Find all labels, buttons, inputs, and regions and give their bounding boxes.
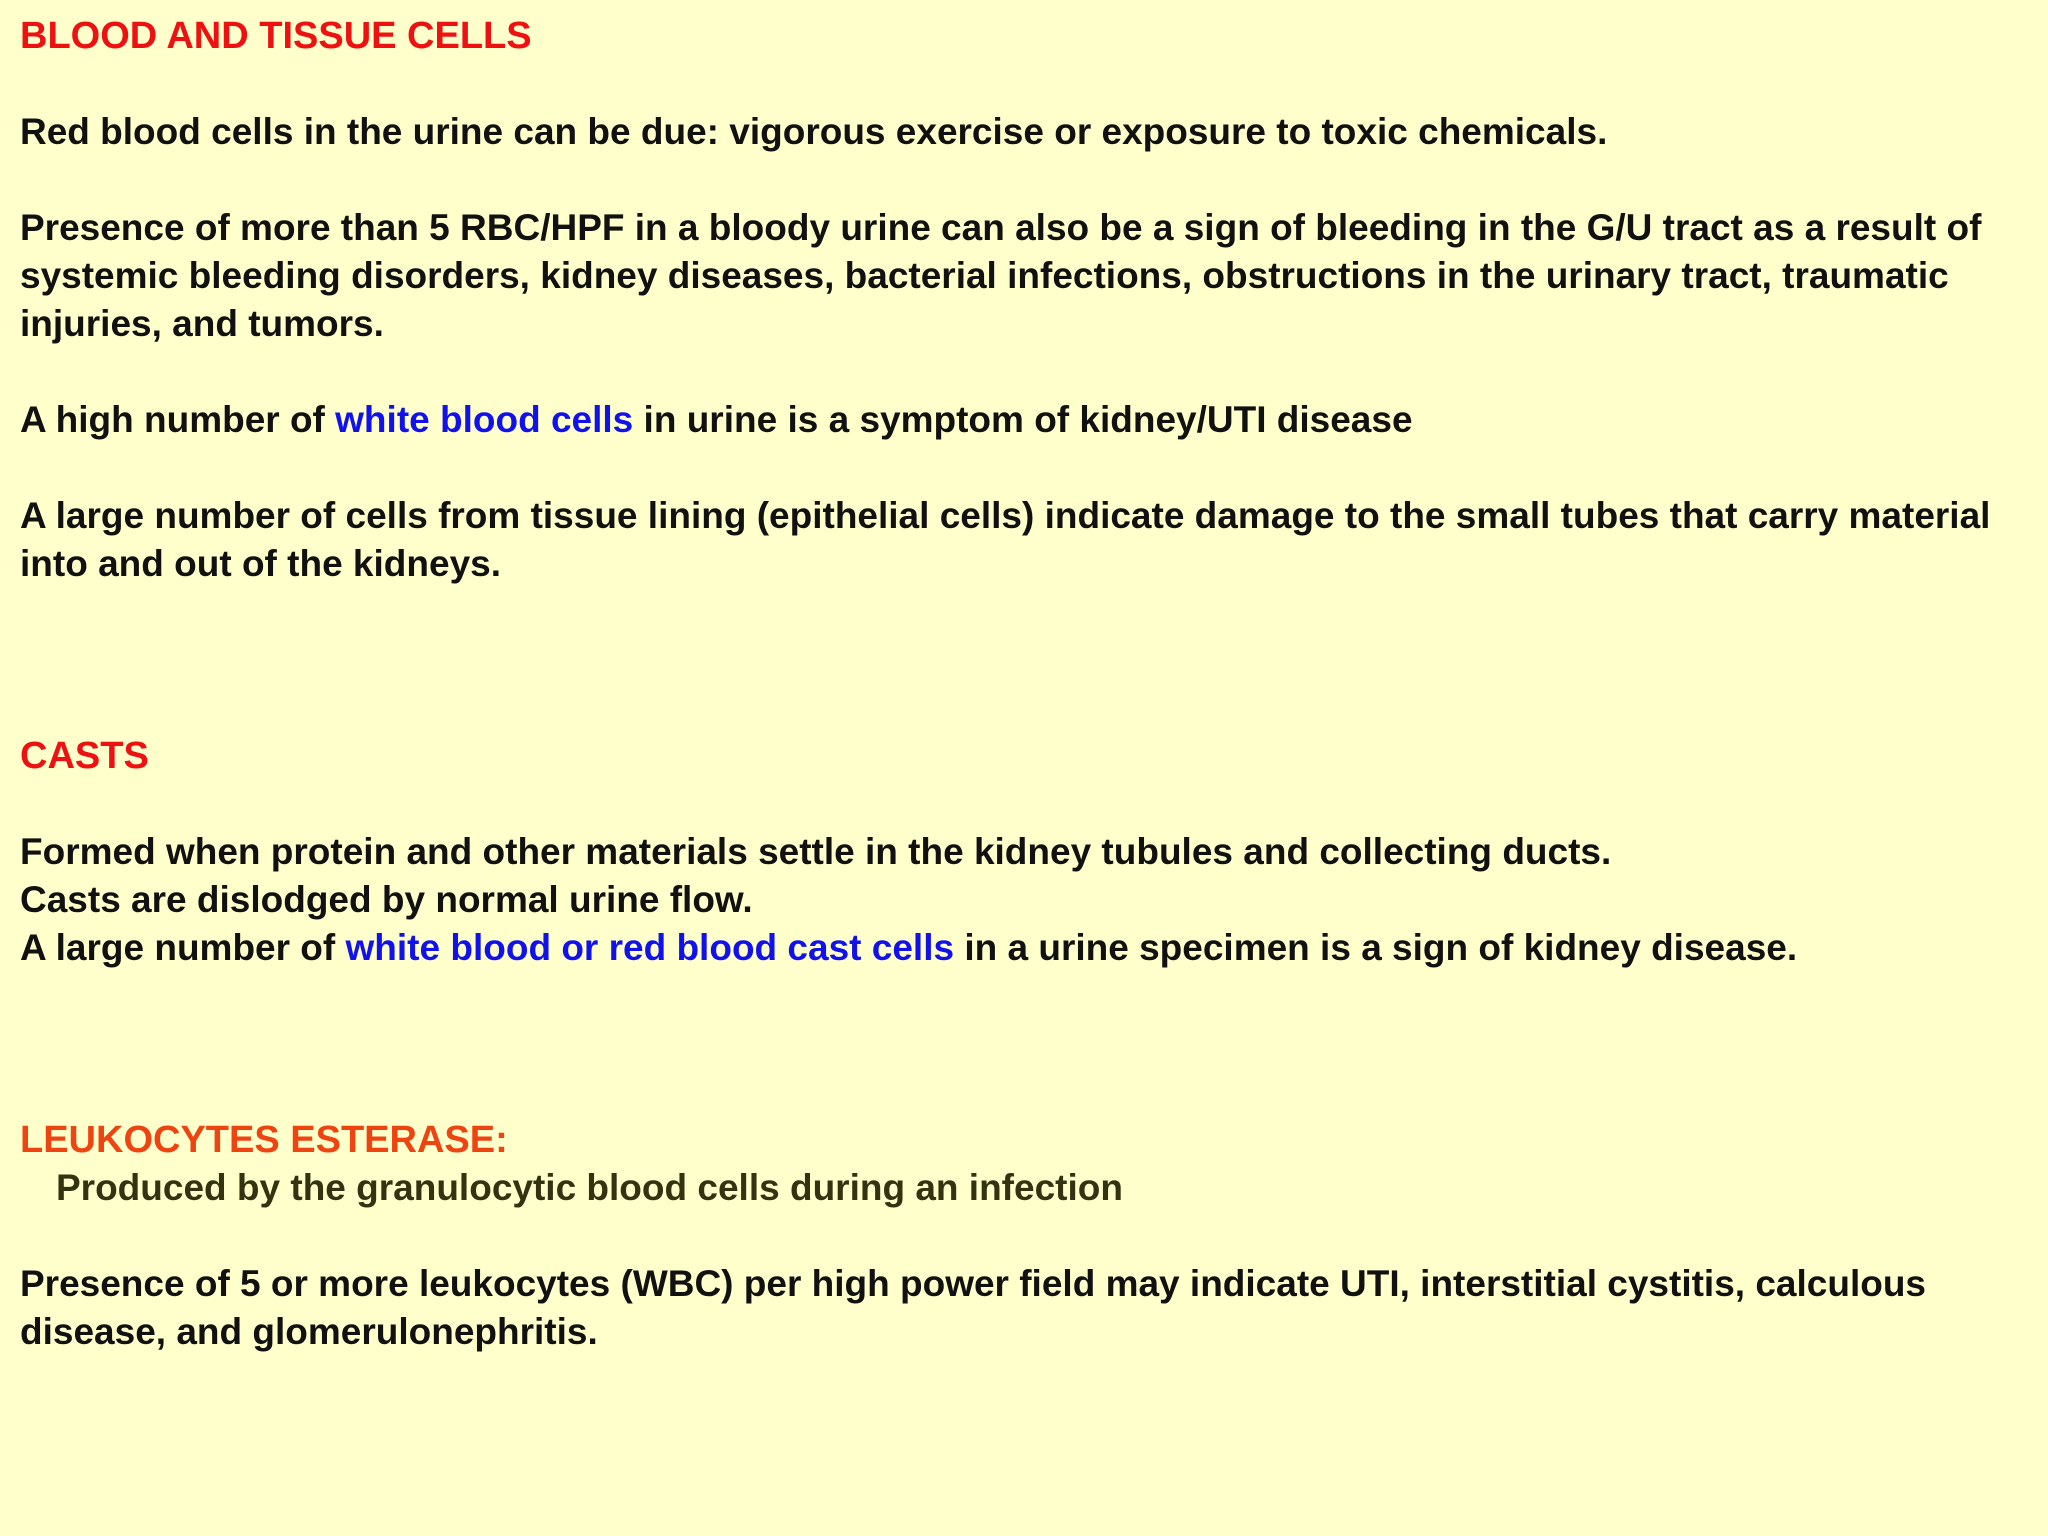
slide-content bbox=[20, 12, 2020, 1356]
leukocytes-subline: Produced by the granulocytic blood cells during an infection bbox=[56, 1167, 1123, 1208]
wbc-text-pre: A high number of bbox=[20, 399, 336, 440]
casts-line-1: Formed when protein and other materials settle in the kidney tubules and collecting ducts. bbox=[20, 831, 1612, 872]
rbc-bleeding-paragraph: Presence of more than 5 RBC/HPF in a bloody urine can also be a sign of bleeding in the G/U tract as a result of systemic bleeding disorders, kidney diseases, bacterial infections, obstructions in the urinary tract, traumatic injuries, and tumors. bbox=[20, 207, 1982, 344]
spacer bbox=[20, 1212, 2020, 1260]
casts-text-pre: A large number of bbox=[20, 927, 346, 968]
wbc-paragraph bbox=[20, 396, 2020, 444]
epithelial-paragraph: A large number of cells from tissue lining (epithelial cells) indicate damage to the small tubes that carry material into and out of the kidneys. bbox=[20, 495, 1991, 584]
spacer bbox=[20, 156, 2020, 204]
casts-highlight: white blood or red blood cast cells bbox=[345, 927, 955, 968]
casts-heading: CASTS bbox=[20, 735, 149, 777]
spacer bbox=[20, 780, 2020, 828]
leukocytes-heading: LEUKOCYTES ESTERASE: bbox=[20, 1119, 508, 1161]
leukocytes-paragraph: Presence of 5 or more leukocytes (WBC) per high power field may indicate UTI, interstitial cystitis, calculous disease, and glomerulonephritis. bbox=[20, 1263, 1927, 1352]
spacer bbox=[20, 444, 2020, 492]
rbc-causes-paragraph: Red blood cells in the urine can be due: vigorous exercise or exposure to toxic chemicals. bbox=[20, 111, 1608, 152]
wbc-text-post: in urine is a symptom of kidney/UTI disease bbox=[633, 399, 1413, 440]
casts-line-2: Casts are dislodged by normal urine flow. bbox=[20, 879, 753, 920]
spacer bbox=[20, 972, 2020, 1116]
wbc-highlight: white blood cells bbox=[335, 399, 634, 440]
spacer bbox=[20, 348, 2020, 396]
casts-line-3 bbox=[20, 924, 2020, 972]
spacer bbox=[20, 60, 2020, 108]
spacer bbox=[20, 588, 2020, 732]
blood-tissue-heading: BLOOD AND TISSUE CELLS bbox=[20, 15, 532, 57]
casts-text-post: in a urine specimen is a sign of kidney disease. bbox=[954, 927, 1798, 968]
